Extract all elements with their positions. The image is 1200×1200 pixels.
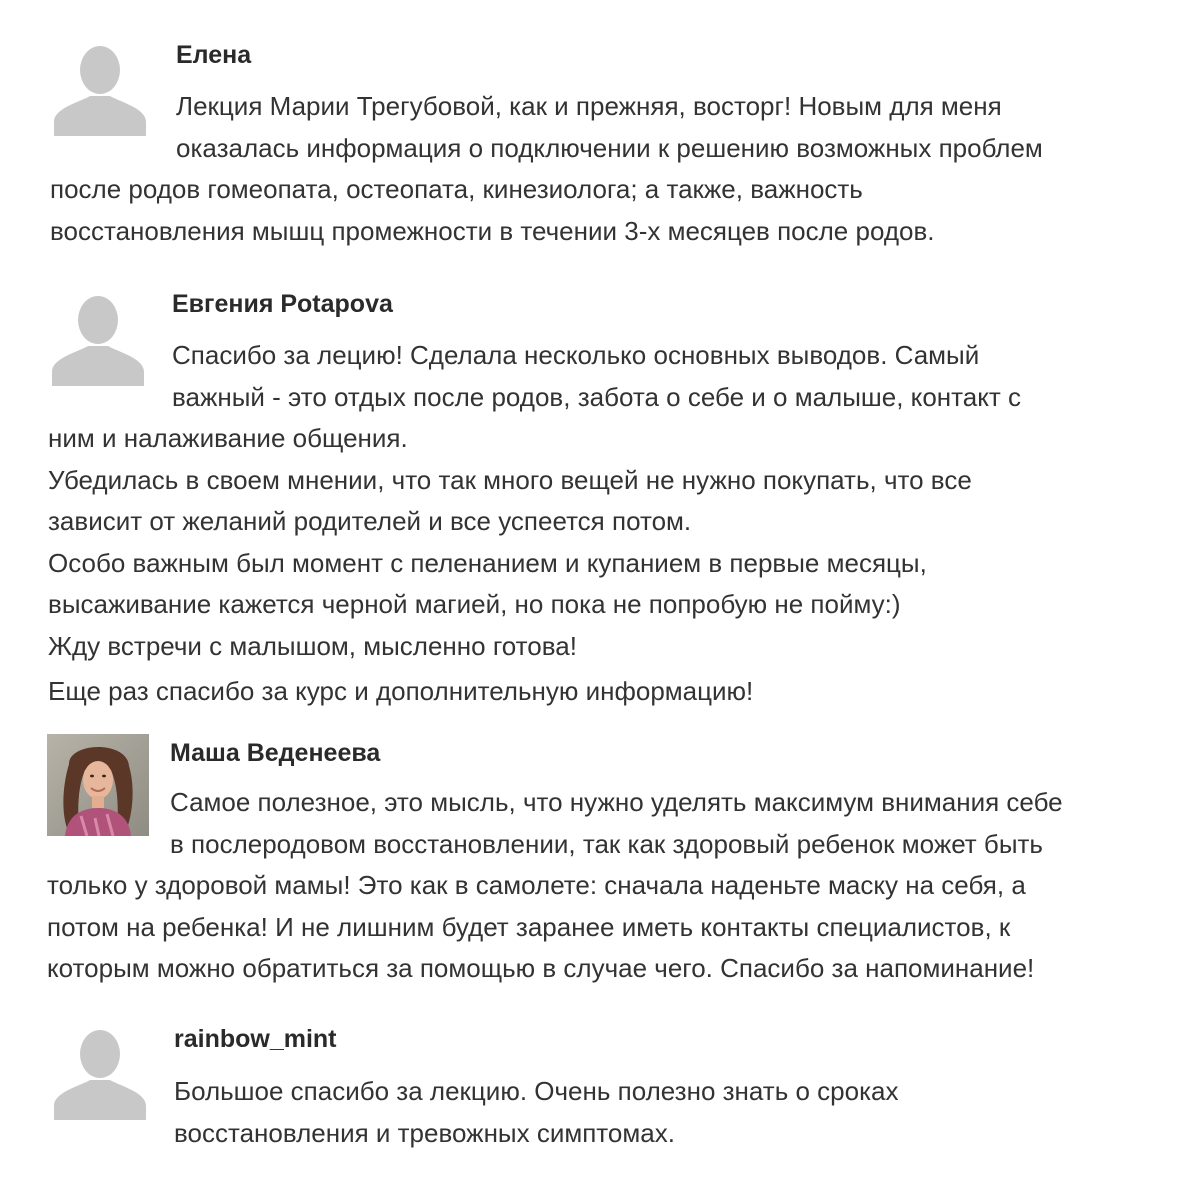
comment-text-line: ним и налаживание общения. [48,423,408,453]
comment-text-line: Лекция Марии Трегубовой, как и прежняя, восторг! Новым для меня [176,91,1002,121]
comment-text [0,86,1043,252]
comment-text-line: важный - это отдых после родов, забота о себе и о малыше, контакт с [172,381,1022,412]
comment-text-line: только у здоровой мамы! Это как в самолете: сначала наденьте маску на себя, а [47,870,1026,900]
comment-text [0,782,1063,990]
comment-author[interactable]: Маша Веденеева [170,739,381,767]
comment-text-line: которым можно обратиться за помощью в случае чего. Спасибо за напоминание! [47,953,1035,983]
comment-text [0,1071,898,1154]
comment-text-line: Большое спасибо за лекцию. Очень полезно знать о сроках [174,1076,899,1106]
comment-text-line: в послеродовом восстановлении, так как здоровый ребенок может быть [170,828,1043,859]
comment-text [0,335,1021,713]
comment-text-line: Спасибо за лецию! Сделала несколько основных выводов. Самый [172,340,980,370]
comment-text-line: Особо важным был момент с пеленанием и купанием в первые месяцы, [48,547,927,578]
comment-text-line: оказалась информация о подключении к решению возможных проблем [176,132,1043,163]
comment-text-line: зависит от желаний родителей и все успеется потом. [48,506,692,536]
comment-text-line: потом на ребенка! И не лишним будет заранее иметь контакты специалистов, к [47,911,1011,942]
comment-author[interactable]: Евгения Potapova [172,290,393,318]
comment-text-line: восстановления мышц промежности в течении 3-х месяцев после родов. [50,215,935,246]
comment-text-line: Убедилась в своем мнении, что так много вещей не нужно покупать, что все [48,464,972,495]
comment-text-line: после родов гомеопата, остеопата, кинезиолога; а также, важность [50,174,863,204]
comment-text-line: Самое полезное, это мысль, что нужно уделять максимум внимания себе [170,787,1063,817]
comment-text-line: высаживание кажется черной магией, но пока не попробую не пойму:) [48,589,901,619]
comment-text-line: Жду встречи с малышом, мысленно готова! [48,630,577,661]
comment-author[interactable]: Елена [176,41,252,69]
comment-author[interactable]: rainbow_mint [174,1025,337,1053]
comment-text-line: восстановления и тревожных симптомах. [174,1117,675,1148]
comment-text-line: Еще раз спасибо за курс и дополнительную информацию! [48,676,754,706]
